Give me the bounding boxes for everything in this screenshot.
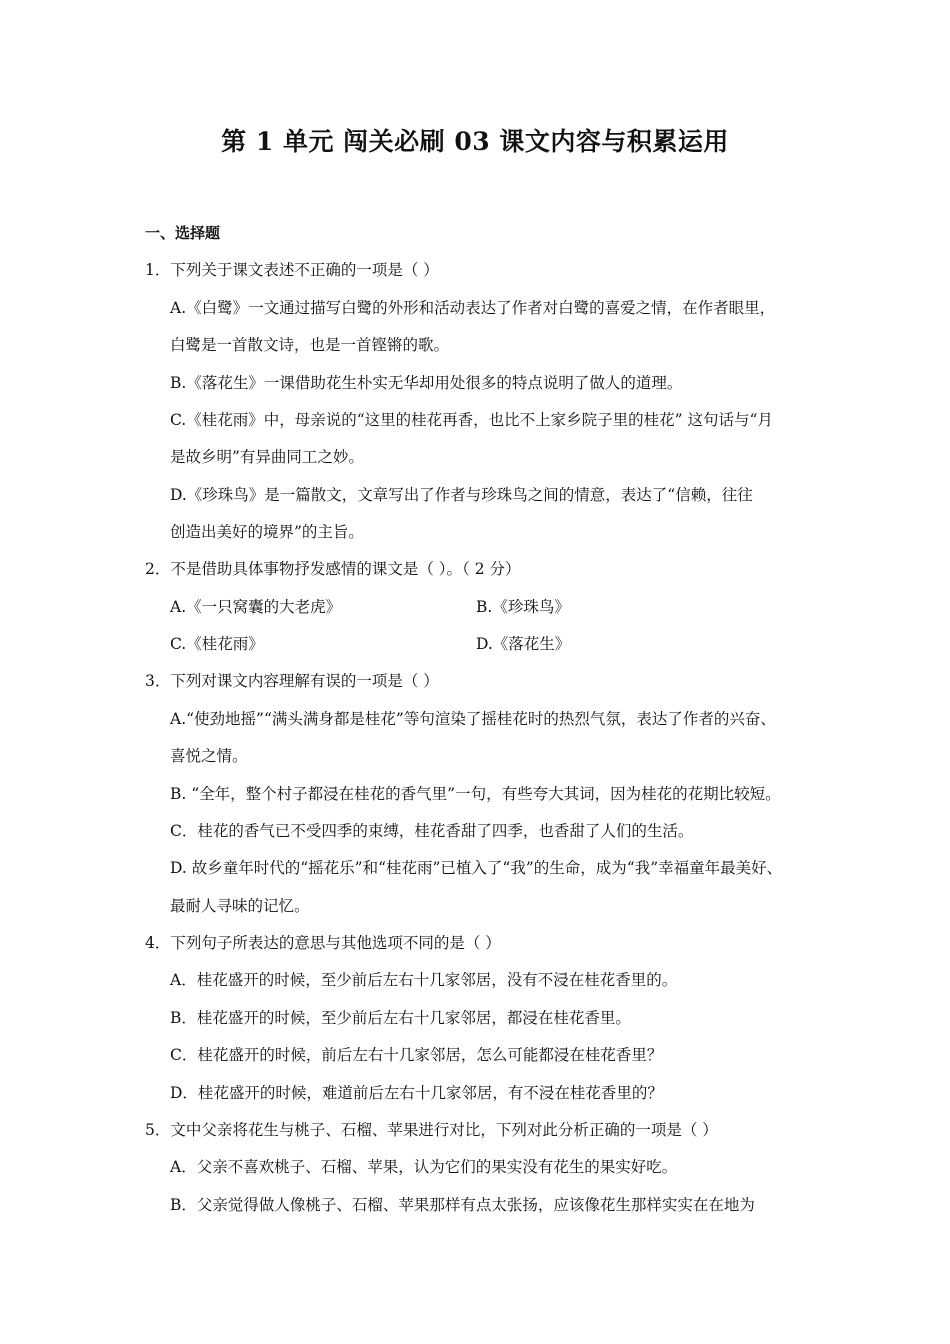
question-2-option-c: C.《桂花雨》 — [170, 635, 264, 653]
question-2-stem: 2．不是借助具体事物抒发感情的课文是（ ）。（ 2 分） — [145, 560, 521, 578]
question-2-option-a: A.《一只窝囊的大老虎》 — [170, 598, 342, 616]
question-3-stem: 3．下列对课文内容理解有误的一项是（ ） — [145, 672, 439, 690]
question-2-option-b: B.《珍珠鸟》 — [476, 598, 570, 616]
question-1-option-a-line2: 白鹭是一首散文诗，也是一首铿锵的歌。 — [170, 336, 450, 354]
question-3-option-a-line2: 喜悦之情。 — [170, 747, 248, 765]
question-4-option-a: A．桂花盛开的时候，至少前后左右十几家邻居，没有不浸在桂花香里的。 — [170, 971, 678, 989]
question-4-option-b: B．桂花盛开的时候，至少前后左右十几家邻居，都浸在桂花香里。 — [170, 1009, 631, 1027]
question-1-option-b: B.《落花生》一课借助花生朴实无华却用处很多的特点说明了做人的道理。 — [170, 374, 683, 392]
question-1-stem: 1．下列关于课文表述不正确的一项是（ ） — [145, 261, 439, 279]
section-heading: 一、选择题 — [145, 224, 221, 242]
question-5-option-a: A．父亲不喜欢桃子、石榴、苹果，认为它们的果实没有花生的果实好吃。 — [170, 1158, 678, 1176]
question-3-option-c: C．桂花的香气已不受四季的束缚，桂花香甜了四季，也香甜了人们的生活。 — [170, 822, 694, 840]
page-title: 第 1 单元 闯关必刷 03 课文内容与积累运用 — [221, 127, 729, 156]
question-3-option-d-line1: D. 故乡童年时代的“摇花乐”和“桂花雨”已植入了“我”的生命，成为“我”幸福童年最美好、 — [170, 859, 783, 877]
question-3-option-b: B. “全年，整个村子都浸在桂花的香气里”一句，有些夸大其词，因为桂花的花期比较短。 — [170, 785, 781, 803]
question-5-option-b: B．父亲觉得做人像桃子、石榴、苹果那样有点太张扬，应该像花生那样实实在在地为 — [170, 1196, 755, 1214]
question-5-stem: 5．文中父亲将花生与桃子、石榴、苹果进行对比，下列对此分析正确的一项是（ ） — [145, 1121, 718, 1139]
question-1-option-c-line2: 是故乡明”有异曲同工之妙。 — [170, 448, 364, 466]
question-2-option-d: D.《落花生》 — [476, 635, 571, 653]
question-4-option-c: C．桂花盛开的时候，前后左右十几家邻居，怎么可能都浸在桂花香里？ — [170, 1046, 663, 1064]
question-1-option-c-line1: C.《桂花雨》中，母亲说的“这里的桂花再香，也比不上家乡院子里的桂花” 这句话与“月 — [170, 411, 773, 429]
question-3-option-a-line1: A.“使劲地摇”“满头满身都是桂花”等句渲染了摇桂花时的热烈气氛，表达了作者的兴奋、 — [170, 710, 776, 728]
question-4-option-d: D．桂花盛开的时候，难道前后左右十几家邻居，有不浸在桂花香里的？ — [170, 1084, 663, 1102]
question-1-option-d-line1: D.《珍珠鸟》是一篇散文，文章写出了作者与珍珠鸟之间的情意，表达了“信赖，往往 — [170, 486, 753, 504]
question-4-stem: 4．下列句子所表达的意思与其他选项不同的是（ ） — [145, 934, 501, 952]
question-1-option-d-line2: 创造出美好的境界”的主旨。 — [170, 523, 364, 541]
question-1-option-a-line1: A.《白鹭》一文通过描写白鹭的外形和活动表达了作者对白鹭的喜爱之情，在作者眼里， — [170, 299, 776, 317]
question-3-option-d-line2: 最耐人寻味的记忆。 — [170, 897, 310, 915]
